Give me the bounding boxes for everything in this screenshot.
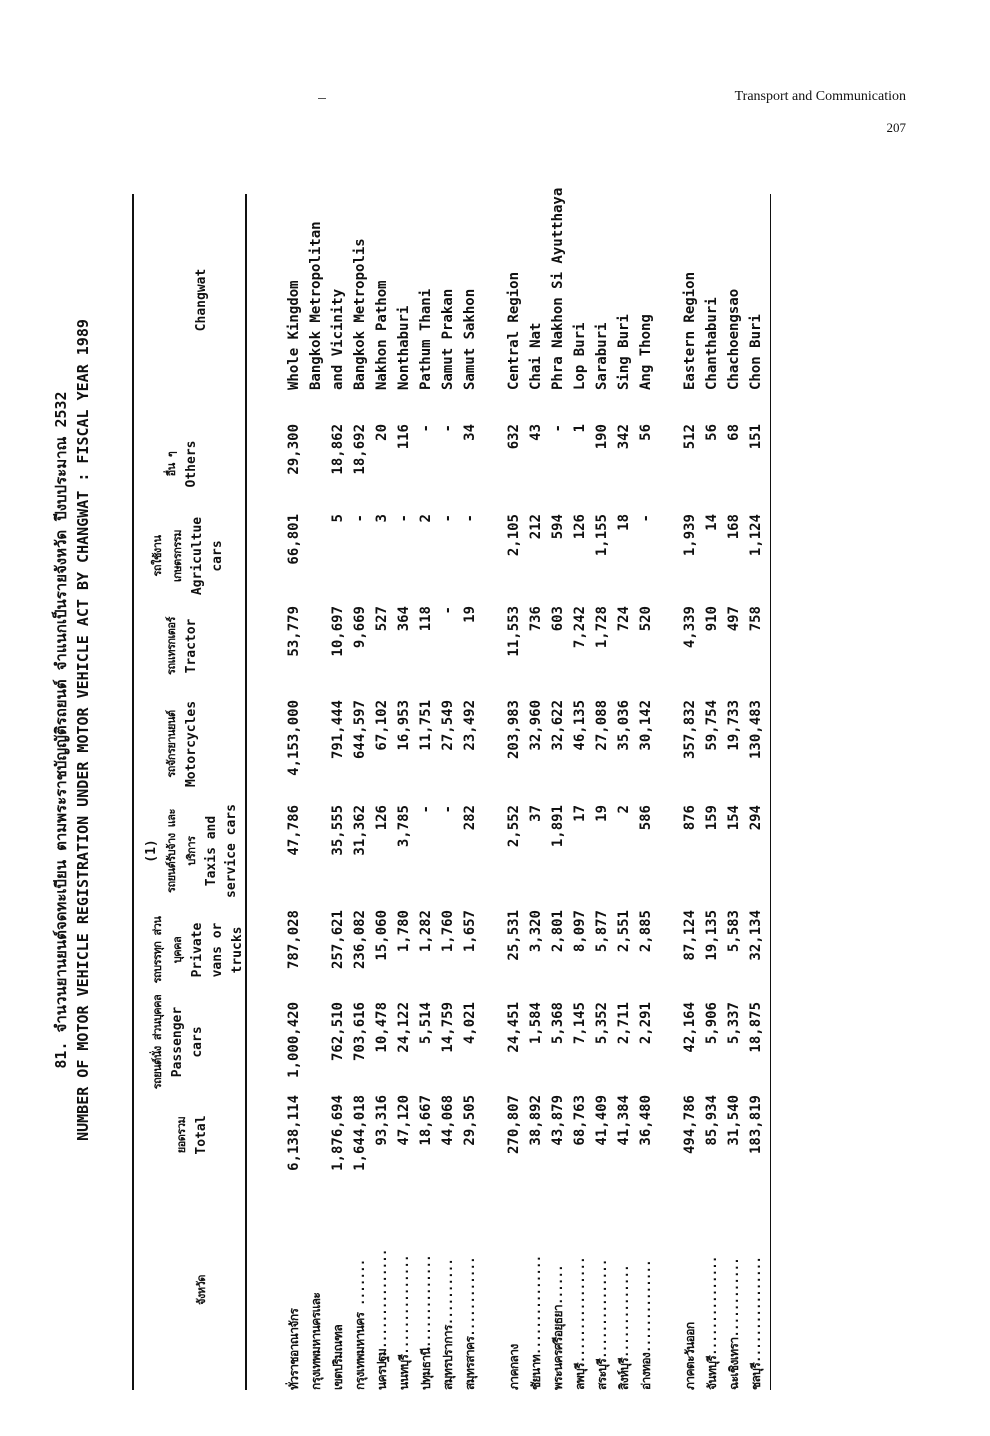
col-others: อื่น ๆ Others (165, 440, 199, 488)
cell-total: 43,879 (550, 1095, 566, 1146)
cell-passenger: 1,000,420 (286, 1002, 302, 1078)
cell-moto: 357,832 (682, 700, 698, 760)
cell-others: 190 (594, 424, 610, 450)
cell-moto: 644,597 (352, 700, 368, 760)
cell-agri: 2,105 (506, 514, 522, 557)
cell-private: 236,082 (352, 910, 368, 970)
cell-total: 36,480 (638, 1095, 654, 1146)
cell-passenger: 7,145 (572, 1002, 588, 1045)
cell-total: 47,120 (396, 1095, 412, 1146)
changwat-thai: ลพบุรี................ (573, 1257, 587, 1390)
cell-passenger: 2,291 (638, 1002, 654, 1045)
cell-taxi: 294 (748, 805, 764, 831)
changwat-thai: กรุงเทพมหานครและ (309, 1292, 323, 1390)
changwat-thai: จันทบุรี............... (705, 1256, 719, 1390)
changwat-thai: สิงห์บุรี.............. (617, 1265, 631, 1390)
cell-others: - (418, 424, 434, 433)
page-number: 207 (886, 120, 906, 136)
cell-others: 20 (374, 424, 390, 441)
changwat-thai: ทั่วราชอาณาจักร (287, 1308, 301, 1390)
cell-total: 1,876,694 (330, 1095, 346, 1171)
col-tractor: รถแทรกเตอร์ Tractor (165, 617, 199, 675)
changwat-thai: ปทุมธานี.............. (419, 1255, 433, 1390)
cell-private: 2,551 (616, 910, 632, 953)
cell-others: 18,692 (352, 424, 368, 475)
cell-private: 1,780 (396, 910, 412, 953)
cell-agri: 126 (572, 514, 588, 540)
cell-taxi: - (440, 805, 456, 814)
changwat-english: Ang Thong (638, 314, 654, 390)
cell-total: 18,667 (418, 1095, 434, 1146)
cell-total: 44,068 (440, 1095, 456, 1146)
changwat-english: Lop Buri (572, 322, 588, 390)
cell-passenger: 5,352 (594, 1002, 610, 1045)
cell-taxi: - (418, 805, 434, 814)
cell-passenger: 2,711 (616, 1002, 632, 1045)
cell-passenger: 42,164 (682, 1002, 698, 1053)
cell-tractor: 724 (616, 606, 632, 632)
cell-tractor: 19 (462, 606, 478, 623)
cell-private: 15,060 (374, 910, 390, 961)
cell-agri: 5 (330, 514, 346, 523)
cell-passenger: 5,337 (726, 1002, 742, 1045)
cell-total: 38,892 (528, 1095, 544, 1146)
cell-total: 270,807 (506, 1095, 522, 1155)
cell-moto: 67,102 (374, 700, 390, 751)
cell-taxi: 2 (616, 805, 632, 814)
col-taxi: (1) รถยนต์รับจ้าง และบริการ Taxis and service cars (144, 804, 239, 898)
cell-moto: 4,153,000 (286, 700, 302, 776)
cell-agri: 594 (550, 514, 566, 540)
cell-tractor: 497 (726, 606, 742, 632)
cell-others: 632 (506, 424, 522, 450)
cell-others: 342 (616, 424, 632, 450)
cell-others: 151 (748, 424, 764, 450)
cell-moto: 59,754 (704, 700, 720, 751)
changwat-thai: ชลบุรี................ (749, 1256, 763, 1390)
cell-tractor: 603 (550, 606, 566, 632)
cell-agri: - (396, 514, 412, 523)
cell-taxi: 2,552 (506, 805, 522, 848)
cell-others: 43 (528, 424, 544, 441)
cell-agri: 168 (726, 514, 742, 540)
changwat-english: Bangkok Metropolis (352, 238, 368, 390)
cell-private: 5,583 (726, 910, 742, 953)
cell-passenger: 703,616 (352, 1002, 368, 1062)
cell-taxi: 35,555 (330, 805, 346, 856)
cell-others: 18,862 (330, 424, 346, 475)
cell-moto: 35,036 (616, 700, 632, 751)
cell-taxi: 876 (682, 805, 698, 831)
cell-moto: 203,983 (506, 700, 522, 760)
cell-passenger: 14,759 (440, 1002, 456, 1053)
cell-agri: - (352, 514, 368, 523)
cell-others: 34 (462, 424, 478, 441)
changwat-english: Samut Prakan (440, 288, 456, 390)
changwat-thai: กรุงเทพมหานคร ....... (353, 1259, 367, 1390)
table-title (50, 70, 94, 1390)
cell-tractor: 10,697 (330, 606, 346, 657)
cell-private: 3,320 (528, 910, 544, 953)
cell-private: 19,135 (704, 910, 720, 961)
cell-private: 32,134 (748, 910, 764, 961)
cell-moto: 23,492 (462, 700, 478, 751)
bottom-rule (770, 194, 771, 1390)
cell-taxi: 3,785 (396, 805, 412, 848)
changwat-english: Nakhon Pathom (374, 280, 390, 390)
cell-passenger: 5,514 (418, 1002, 434, 1045)
changwat-thai: ชัยนาท............... (529, 1255, 543, 1390)
cell-moto: 19,733 (726, 700, 742, 751)
cell-agri: 212 (528, 514, 544, 540)
cell-tractor: 53,779 (286, 606, 302, 657)
cell-moto: 32,960 (528, 700, 544, 751)
cell-private: 2,885 (638, 910, 654, 953)
cell-others: 29,300 (286, 424, 302, 475)
changwat-english: Samut Sakhon (462, 288, 478, 390)
cell-tractor: 1,728 (594, 606, 610, 649)
cell-agri: 2 (418, 514, 434, 523)
cell-tractor: 7,242 (572, 606, 588, 649)
changwat-english: Chai Nat (528, 322, 544, 390)
col-total: ยอดรวม Total (175, 1115, 209, 1155)
cell-private: 87,124 (682, 910, 698, 961)
cell-moto: 46,135 (572, 700, 588, 751)
cell-agri: - (462, 514, 478, 523)
cell-moto: 791,444 (330, 700, 346, 760)
cell-private: 787,028 (286, 910, 302, 970)
col-agri: รถใช้งาน เกษตรกรรม Agricultue cars (151, 516, 225, 596)
cell-agri: 66,801 (286, 514, 302, 565)
cell-others: 512 (682, 424, 698, 450)
cell-agri: 1,939 (682, 514, 698, 557)
cell-agri: - (440, 514, 456, 523)
cell-passenger: 1,584 (528, 1002, 544, 1045)
cell-agri: 1,124 (748, 514, 764, 557)
changwat-thai: นครปฐม............... (375, 1249, 389, 1390)
cell-agri: 14 (704, 514, 720, 531)
changwat-english: Phra Nakhon Si Ayutthaya (550, 187, 566, 390)
cell-moto: 11,751 (418, 700, 434, 751)
changwat-thai: ฉะเชิงเทรา............ (727, 1257, 741, 1390)
cell-agri: 1,155 (594, 514, 610, 557)
cell-private: 1,760 (440, 910, 456, 953)
cell-taxi: 126 (374, 805, 390, 831)
rotated-table-page (50, 70, 910, 1390)
cell-passenger: 10,478 (374, 1002, 390, 1053)
cell-taxi: 47,786 (286, 805, 302, 856)
changwat-english: Chachoengsao (726, 288, 742, 390)
cell-others: 68 (726, 424, 742, 441)
cell-total: 494,786 (682, 1095, 698, 1155)
cell-passenger: 24,122 (396, 1002, 412, 1053)
cell-total: 68,763 (572, 1095, 588, 1146)
cell-taxi: 19 (594, 805, 610, 822)
cell-private: 5,877 (594, 910, 610, 953)
cell-private: 2,801 (550, 910, 566, 953)
title-english: NUMBER OF MOTOR VEHICLE REGISTRATION UNDER MOTOR VEHICLE ACT BY CHANGWAT : FISCAL YEAR 1989 (74, 319, 92, 1141)
title-thai: 81. จำนวนยานยนต์จดทะเบียน ตามพระราชบัญญัติรถยนต์ จำแนกเป็นรายจังหวัด ปีงบประมาณ 2532 (52, 391, 70, 1069)
changwat-english: Chon Buri (748, 314, 764, 390)
cell-total: 41,384 (616, 1095, 632, 1146)
cell-passenger: 5,368 (550, 1002, 566, 1045)
cell-tractor: 910 (704, 606, 720, 632)
cell-agri: 3 (374, 514, 390, 523)
cell-tractor: 758 (748, 606, 764, 632)
cell-total: 29,505 (462, 1095, 478, 1146)
col-changwat-en: Changwat (194, 268, 209, 332)
changwat-english: Eastern Region (682, 271, 698, 390)
changwat-thai: สมุทรสาคร............ (463, 1257, 477, 1390)
changwat-english: Central Region (506, 271, 522, 390)
changwat-english: Pathum Thani (418, 288, 434, 390)
cell-others: - (550, 424, 566, 433)
cell-passenger: 5,906 (704, 1002, 720, 1045)
changwat-thai: พระนครศรีอยุธยา...... (551, 1265, 565, 1390)
col-private: รถบรรทุก ส่วนบุคคล Private vans or trucks (151, 916, 245, 984)
cell-moto: 30,142 (638, 700, 654, 751)
cell-taxi: 282 (462, 805, 478, 831)
cell-private: 257,621 (330, 910, 346, 970)
changwat-thai: อ่างทอง.............. (639, 1260, 653, 1390)
cell-tractor: 364 (396, 606, 412, 632)
cell-total: 183,819 (748, 1095, 764, 1155)
cell-tractor: 4,339 (682, 606, 698, 649)
cell-tractor: 527 (374, 606, 390, 632)
cell-taxi: 1,891 (550, 805, 566, 848)
changwat-english: Chanthaburi (704, 297, 720, 390)
cell-others: 1 (572, 424, 588, 433)
cell-private: 1,282 (418, 910, 434, 953)
cell-tractor: 736 (528, 606, 544, 632)
cell-taxi: 154 (726, 805, 742, 831)
changwat-english: Sing Buri (616, 314, 632, 390)
changwat-thai: สระบุรี............... (595, 1259, 609, 1390)
cell-total: 93,316 (374, 1095, 390, 1146)
changwat-thai: สมุทรปราการ.......... (441, 1258, 455, 1390)
cell-moto: 130,483 (748, 700, 764, 760)
cell-private: 1,657 (462, 910, 478, 953)
changwat-thai: เขตปริมณฑล (331, 1324, 345, 1390)
cell-passenger: 24,451 (506, 1002, 522, 1053)
cell-others: 116 (396, 424, 412, 450)
changwat-thai: ภาคกลาง (507, 1344, 521, 1390)
cell-moto: 16,953 (396, 700, 412, 751)
cell-total: 1,644,018 (352, 1095, 368, 1171)
cell-taxi: 31,362 (352, 805, 368, 856)
cell-private: 25,531 (506, 910, 522, 961)
col-passenger: รถยนต์นั่ง ส่วนบุคคล Passenger cars (151, 994, 205, 1090)
cell-taxi: 17 (572, 805, 588, 822)
cell-passenger: 762,510 (330, 1002, 346, 1062)
section-title: Transport and Communication (734, 89, 906, 104)
cell-tractor: 9,669 (352, 606, 368, 649)
cell-taxi: 159 (704, 805, 720, 831)
top-rule (132, 194, 134, 1390)
cell-moto: 27,088 (594, 700, 610, 751)
changwat-thai: นนทบุรี............... (397, 1255, 411, 1390)
col-moto: รถจักรยานยนต์ Motorcycles (165, 700, 199, 788)
cell-others: 56 (638, 424, 654, 441)
cell-taxi: 37 (528, 805, 544, 822)
cell-private: 8,097 (572, 910, 588, 953)
cell-passenger: 18,875 (748, 1002, 764, 1053)
cell-others: - (440, 424, 456, 433)
col-changwat-th: จังหวัด (195, 1275, 208, 1305)
changwat-english: Nonthaburi (396, 305, 412, 390)
changwat-thai: ภาคตะวันออก (683, 1322, 697, 1390)
header-rule (245, 194, 247, 1390)
cell-total: 6,138,114 (286, 1095, 302, 1171)
cell-tractor: - (440, 606, 456, 615)
cell-tractor: 520 (638, 606, 654, 632)
cell-taxi: 586 (638, 805, 654, 831)
changwat-english: Whole Kingdom (286, 280, 302, 390)
cell-tractor: 118 (418, 606, 434, 632)
cell-passenger: 4,021 (462, 1002, 478, 1045)
cell-moto: 32,622 (550, 700, 566, 751)
changwat-english: and Vicinity (330, 288, 346, 390)
cell-agri: 18 (616, 514, 632, 531)
cell-others: 56 (704, 424, 720, 441)
changwat-english: Saraburi (594, 322, 610, 390)
cell-total: 31,540 (726, 1095, 742, 1146)
cell-total: 41,409 (594, 1095, 610, 1146)
cell-tractor: 11,553 (506, 606, 522, 657)
changwat-english: Bangkok Metropolitan (308, 221, 324, 390)
cell-total: 85,934 (704, 1095, 720, 1146)
cell-moto: 27,549 (440, 700, 456, 751)
cell-agri: - (638, 514, 654, 523)
